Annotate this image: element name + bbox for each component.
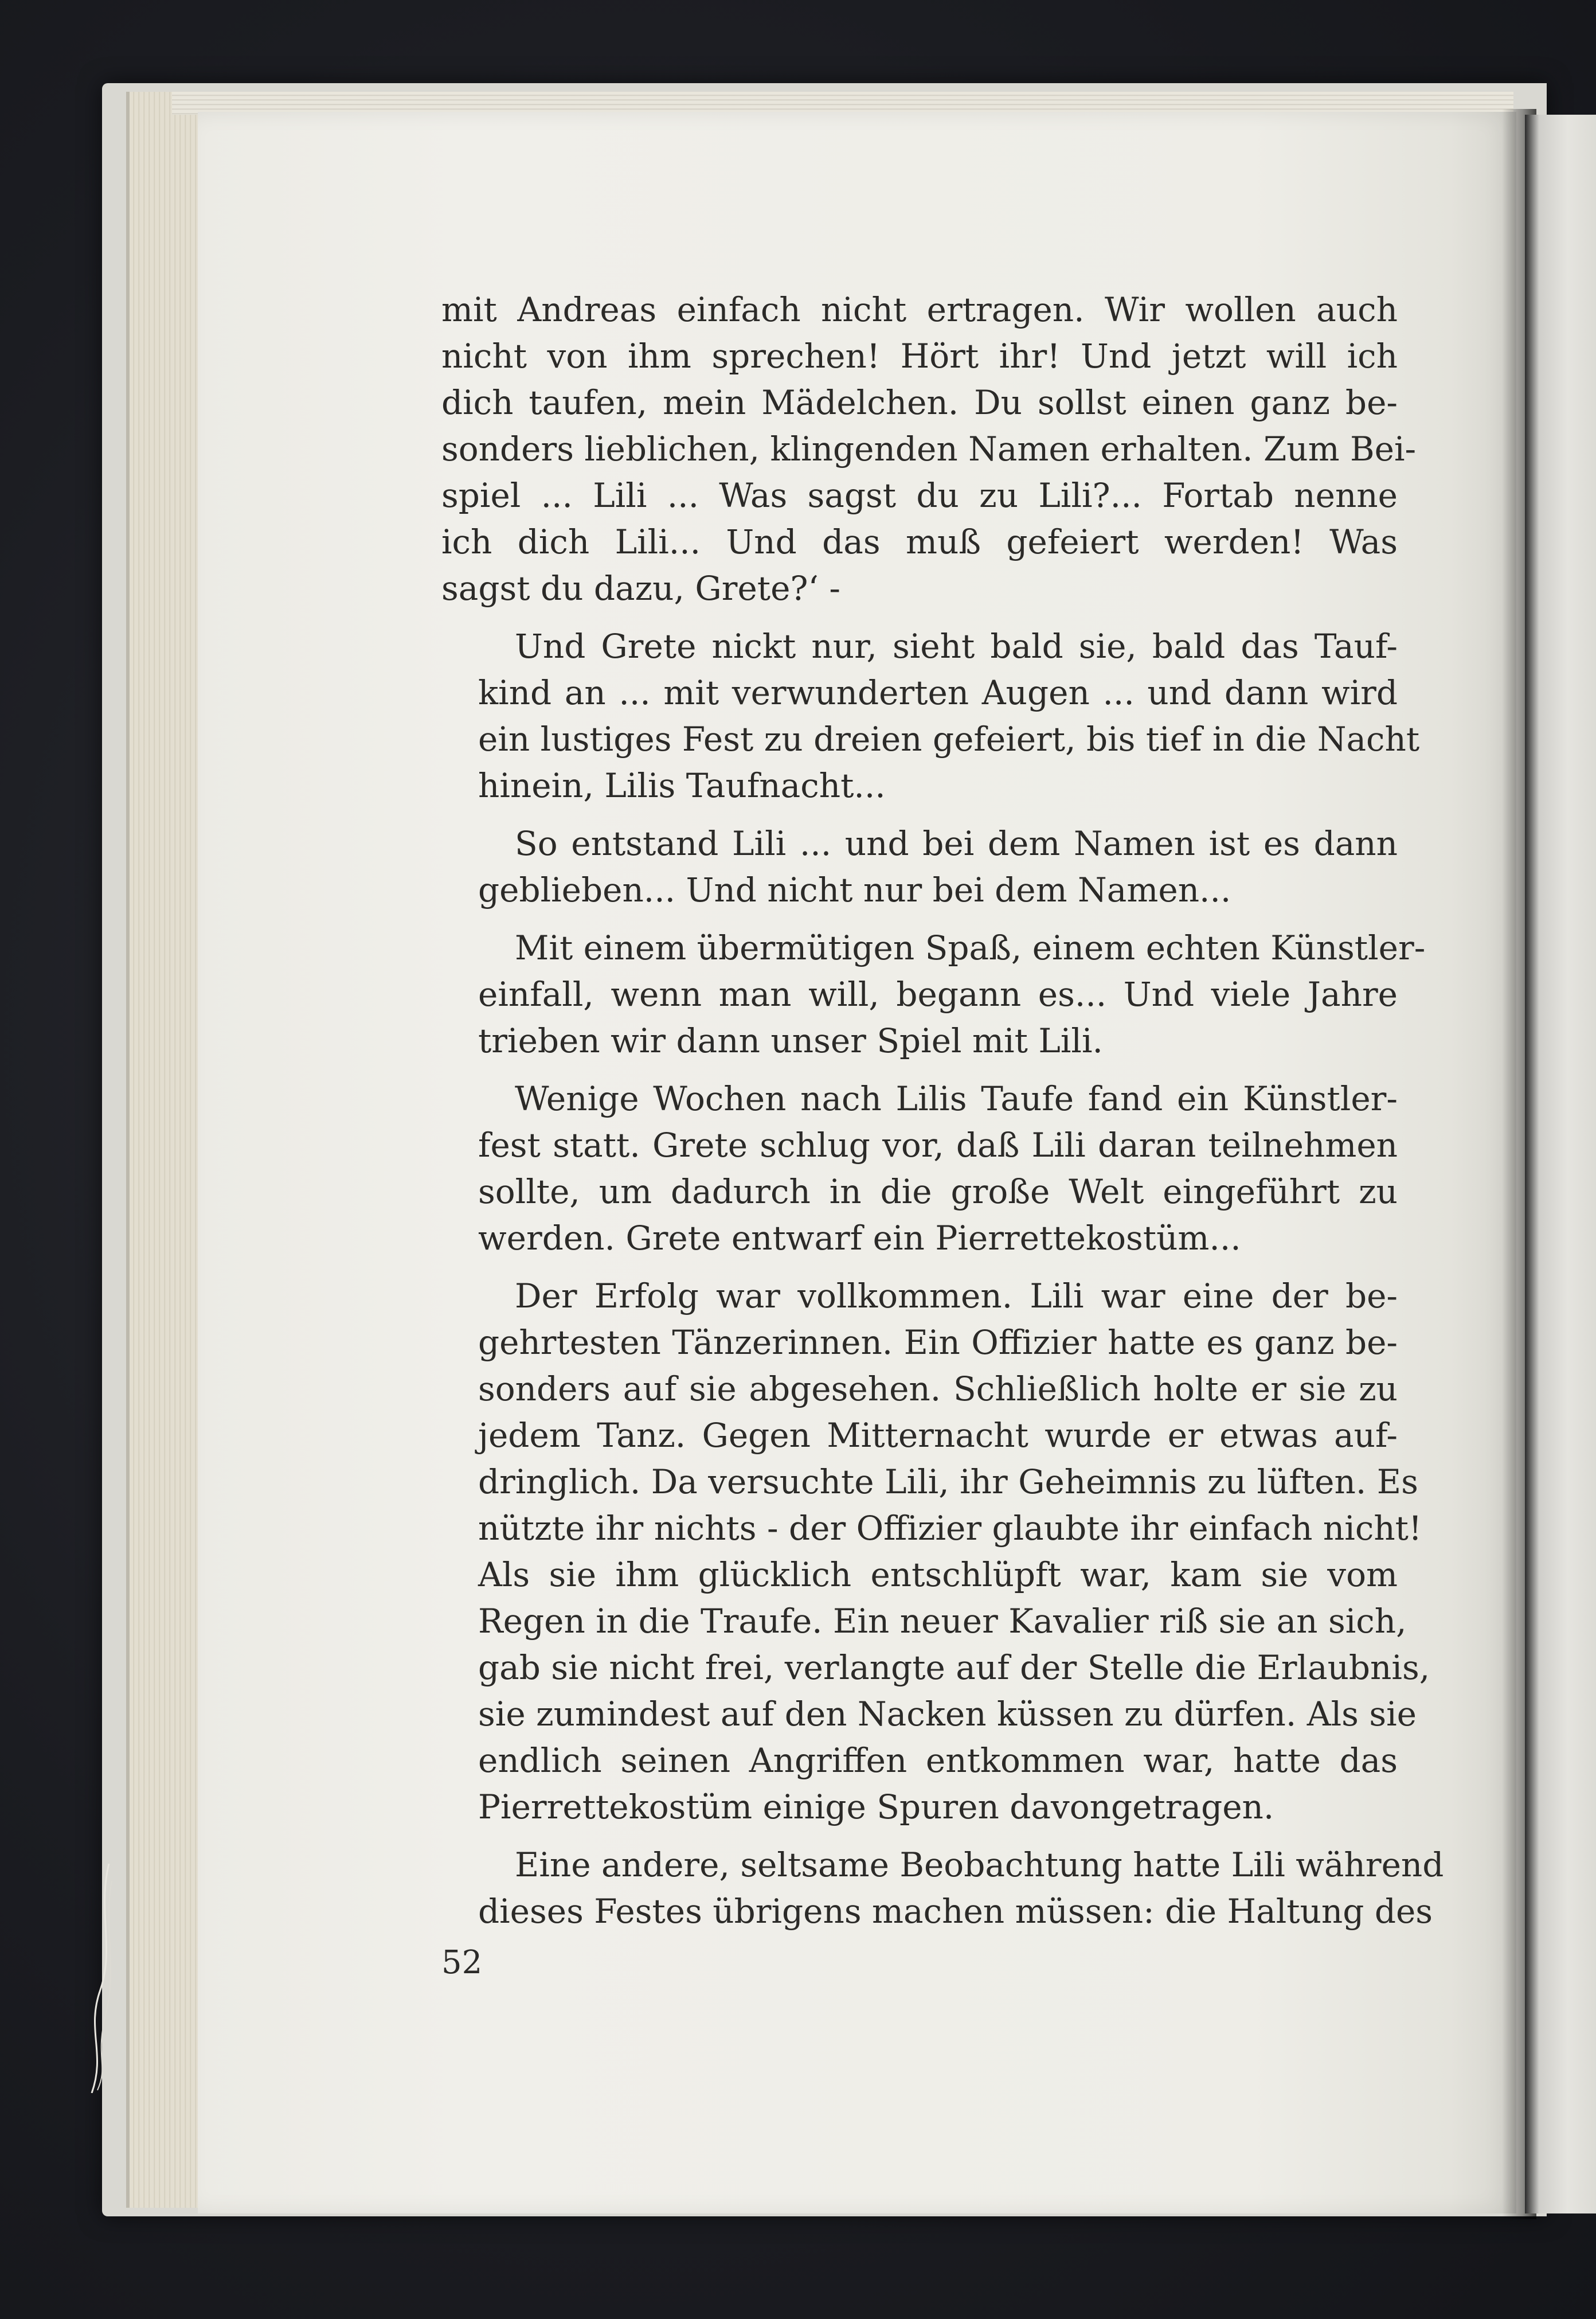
text-line: werden. Grete entwarf ein Pierrettekostüm... bbox=[478, 1219, 1241, 1258]
facing-page-edge bbox=[1525, 115, 1596, 2213]
paragraph bbox=[441, 925, 1426, 1064]
text-line: einfall, wenn man will, begann es... Und viele Jahre bbox=[478, 975, 1398, 1014]
text-line: jedem Tanz. Gegen Mitternacht wurde er etwas auf- bbox=[478, 1416, 1398, 1455]
text-line: gehrtesten Tänzerinnen. Ein Offizier hatte es ganz be- bbox=[478, 1323, 1398, 1362]
text-line: kind an ... mit verwunderten Augen ... und dann wird bbox=[478, 673, 1398, 712]
text-line: spiel ... Lili ... Was sagst du zu Lili?... Fortab nenne bbox=[441, 476, 1398, 515]
text-line: gab sie nicht frei, verlangte auf der Stelle die Erlaubnis, bbox=[478, 1648, 1430, 1687]
text-line: Eine andere, seltsame Beobachtung hatte Lili während bbox=[515, 1845, 1444, 1884]
text-line: ein lustiges Fest zu dreien gefeiert, bis tief in die Nacht bbox=[478, 720, 1420, 759]
text-line: sonders auf sie abgesehen. Schließlich holte er sie zu bbox=[478, 1369, 1398, 1408]
text-line: endlich seinen Angriffen entkommen war, hatte das bbox=[478, 1741, 1398, 1780]
text-line: dringlich. Da versuchte Lili, ihr Geheimnis zu lüften. Es bbox=[478, 1462, 1418, 1501]
text-line: Der Erfolg war vollkommen. Lili war eine der be- bbox=[515, 1276, 1398, 1315]
text-line: Mit einem übermütigen Spaß, einem echten Künstler- bbox=[515, 928, 1426, 967]
text-line: geblieben... Und nicht nur bei dem Namen... bbox=[478, 870, 1231, 909]
text-line: mit Andreas einfach nicht ertragen. Wir wollen auch bbox=[441, 290, 1398, 329]
paragraph bbox=[441, 287, 1417, 612]
text-line: sollte, um dadurch in die große Welt eingeführt zu bbox=[478, 1172, 1398, 1211]
paragraph bbox=[441, 1842, 1444, 1935]
text-line: sagst du dazu, Grete?‘ - bbox=[441, 569, 840, 608]
text-line: Pierrettekostüm einige Spuren davongetragen. bbox=[478, 1787, 1274, 1826]
text-line: dich taufen, mein Mädelchen. Du sollst einen ganz be- bbox=[441, 383, 1398, 422]
paragraph bbox=[441, 623, 1420, 809]
text-line: fest statt. Grete schlug vor, daß Lili daran teilnehmen bbox=[478, 1126, 1398, 1165]
body-text bbox=[441, 287, 1444, 1935]
page-number: 52 bbox=[441, 1944, 483, 1981]
text-line: hinein, Lilis Taufnacht... bbox=[478, 766, 886, 805]
text-line: Und Grete nickt nur, sieht bald sie, bald das Tauf- bbox=[515, 627, 1398, 666]
text-line: trieben wir dann unser Spiel mit Lili. bbox=[478, 1021, 1103, 1060]
page-block-top-edge bbox=[172, 92, 1513, 115]
text-line: Regen in die Traufe. Ein neuer Kavalier riß sie an sich, bbox=[478, 1602, 1407, 1641]
text-line: sonders lieblichen, klingenden Namen erhalten. Zum Bei- bbox=[441, 430, 1417, 469]
text-line: nützte ihr nichts - der Offizier glaubte ihr einfach nicht! bbox=[478, 1509, 1422, 1548]
text-line: nicht von ihm sprechen! Hört ihr! Und jetzt will ich bbox=[441, 337, 1398, 376]
text-line: ich dich Lili... Und das muß gefeiert werden! Was bbox=[441, 522, 1398, 561]
paragraph bbox=[441, 821, 1398, 913]
loose-thread bbox=[86, 1864, 120, 2093]
text-line: So entstand Lili ... und bei dem Namen ist es dann bbox=[515, 824, 1398, 863]
text-line: Wenige Wochen nach Lilis Taufe fand ein Künstler- bbox=[515, 1079, 1398, 1118]
text-line: Als sie ihm glücklich entschlüpft war, kam sie vom bbox=[478, 1555, 1398, 1594]
paragraph bbox=[441, 1273, 1430, 1830]
paragraph bbox=[441, 1076, 1398, 1262]
text-line: sie zumindest auf den Nacken küssen zu dürfen. Als sie bbox=[478, 1695, 1417, 1734]
text-line: dieses Festes übrigens machen müssen: die Haltung des bbox=[478, 1892, 1433, 1931]
